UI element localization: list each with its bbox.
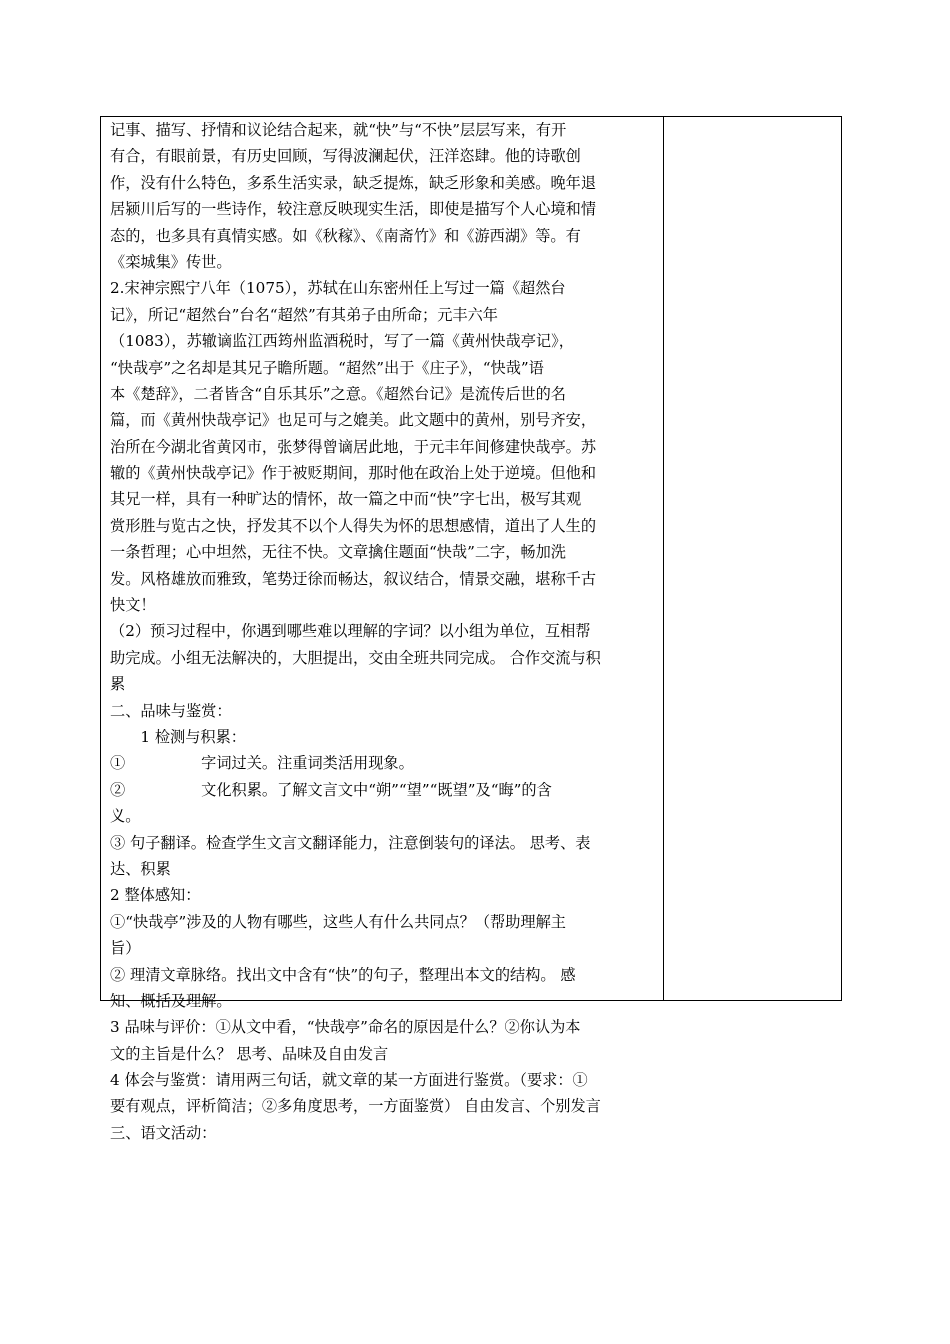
text-line: “快哉亭”之名却是其兄子瞻所题。“超然”出于《庄子》，“快哉”语 <box>110 358 544 377</box>
text-line: 其兄一样，具有一种旷达的情怀，故一篇之中而“快”字七出，极写其观 <box>110 490 582 509</box>
text-line: 要有观点，评析简洁；②多角度思考，一方面鉴赏） 自由发言、个别发言 <box>110 1097 601 1116</box>
text-line: 记》，所记“超然台”台名“超然”有其弟子由所命；元丰六年 <box>110 305 498 324</box>
text-line: 义。 <box>110 807 141 826</box>
text-line: （2）预习过程中，你遇到哪些难以理解的字词？以小组为单位，互相帮 <box>110 622 591 641</box>
text-line: ①“快哉亭”涉及的人物有哪些，这些人有什么共同点？（帮助理解主 <box>110 912 566 931</box>
text-line: 居颍川后写的一些诗作，较注意反映现实生活，即使是描写个人心境和情 <box>110 200 596 219</box>
text-line: 二、品味与鉴赏： <box>110 701 232 720</box>
text-line: 篇，而《黄州快哉亭记》也足可与之媲美。此文题中的黄州，别号齐安， <box>110 411 596 430</box>
text-line: 一条哲理；心中坦然，无往不快。文章擒住题面“快哉”二字，畅加洗 <box>110 543 566 562</box>
text-line: 三、语文活动： <box>110 1123 217 1142</box>
text-line: 记事、描写、抒情和议论结合起来，就“快”与“不快”层层写来，有开 <box>110 121 567 139</box>
text-line: 2.宋神宗熙宁八年（1075），苏轼在山东密州任上写过一篇《超然台 <box>110 279 566 298</box>
text-line: 文的主旨是什么？ 思考、品味及自由发言 <box>110 1044 389 1063</box>
text-line: 1 检测与积累： <box>110 727 246 746</box>
text-line: 达、积累 <box>110 859 171 878</box>
text-line: 赏形胜与览古之快，抒发其不以个人得失为怀的思想感情，道出了人生的 <box>110 516 596 535</box>
text-line: 有合，有眼前景，有历史回顾，写得波澜起伏，汪洋恣肆。他的诗歌创 <box>110 147 581 166</box>
text-line: 《栾城集》传世。 <box>110 252 232 271</box>
text-line: 发。风格雄放而雅致，笔势迂徐而畅达，叙议结合，情景交融，堪称千古 <box>110 569 596 588</box>
text-line: 3 品味与评价：①从文中看，“快哉亭”命名的原因是什么？②你认为本 <box>110 1018 581 1037</box>
text-line: 知、概括及理解。 <box>110 991 232 1010</box>
text-line: 2 整体感知： <box>110 886 201 905</box>
notes-cell <box>664 117 841 1000</box>
text-line: ② 理清文章脉络。找出文中含有“快”的句子，整理出本文的结构。 感 <box>110 965 576 984</box>
text-line: ③ 句子翻译。检查学生文言文翻译能力，注意倒装句的译法。 思考、表 <box>110 833 591 852</box>
text-line: 态的，也多具有真情实感。如《秋稼》、《南斋竹》和《游西湖》等。有 <box>110 226 581 245</box>
text-line: 治所在今湖北省黄冈市，张梦得曾谪居此地，于元丰年间修建快哉亭。苏 <box>110 437 596 456</box>
text-line: ① 字词过关。注重词类活用现象。 <box>110 754 414 773</box>
document-table <box>100 116 842 1142</box>
text-line: 助完成。小组无法解决的，大胆提出，交由全班共同完成。 合作交流与积 <box>110 648 601 667</box>
text-line: 4 体会与鉴赏：请用两三句话，就文章的某一方面进行鉴赏。（要求：① <box>110 1071 588 1090</box>
text-line: 作，没有什么特色，多系生活实录，缺乏提炼，缺乏形象和美感。晚年退 <box>110 173 596 192</box>
text-line: 累 <box>110 675 126 694</box>
text-line: 辙的《黄州快哉亭记》作于被贬期间，那时他在政治上处于逆境。但他和 <box>110 464 596 483</box>
text-line: ② 文化积累。了解文言文中“朔”“望”“既望”及“晦”的含 <box>110 780 552 799</box>
text-line: 快文！ <box>110 596 156 615</box>
main-content-cell <box>110 117 656 1146</box>
text-line: （1083），苏辙谪监江西筠州监酒税时，写了一篇《黄州快哉亭记》， <box>110 332 574 351</box>
text-line: 旨） <box>110 939 141 958</box>
text-line: 本《楚辞》，二者皆含“自乐其乐”之意。《超然台记》是流传后世的名 <box>110 384 566 403</box>
